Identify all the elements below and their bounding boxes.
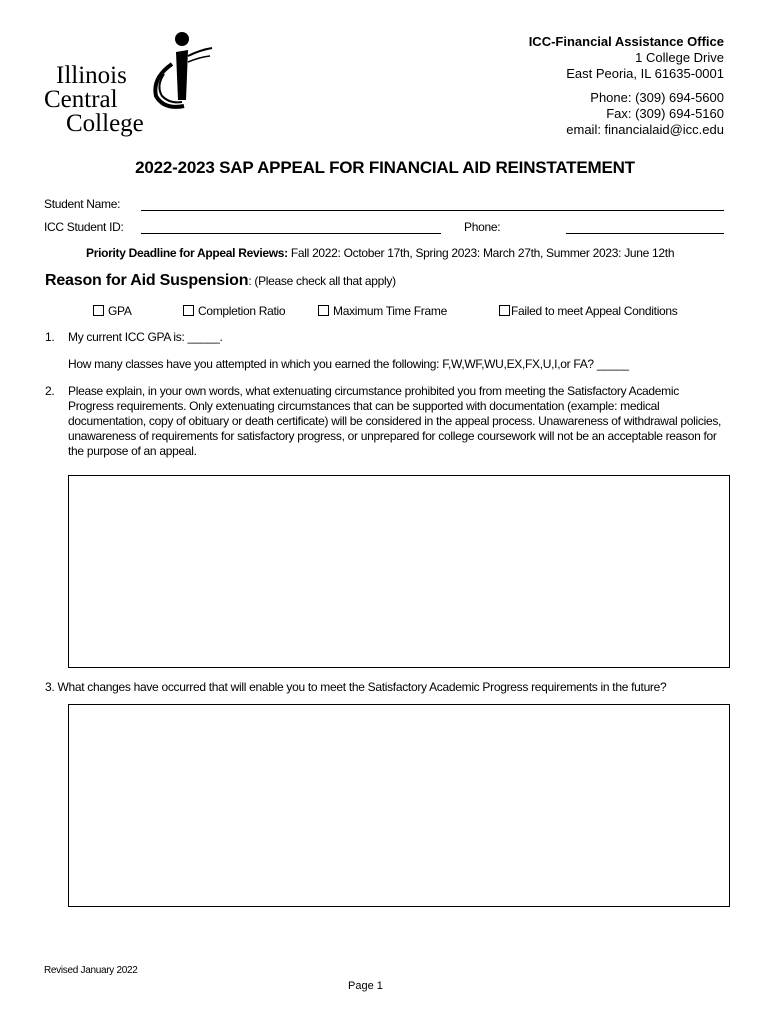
option-completion-ratio[interactable] [183,304,285,318]
logo-line-illinois: Illinois [56,62,127,89]
office-address1: 1 College Drive [635,50,724,65]
option-gpa[interactable] [93,304,132,318]
office-email: email: financialaid@icc.edu [566,122,724,137]
office-block [529,34,724,138]
deadline-label: Priority Deadline for Appeal Reviews: [86,246,288,260]
logo-line-college: College [66,110,144,137]
q1-number: 1. [45,330,55,344]
gpa-checkbox[interactable] [93,305,104,316]
phone-field[interactable] [566,222,724,234]
reason-note: : (Please check all that apply) [248,274,396,288]
q3-answer-box[interactable] [68,704,730,907]
logo-line-central: Central [44,86,118,113]
student-name-label: Student Name: [44,197,121,211]
deadline-text: Fall 2022: October 17th, Spring 2023: March 27th, Summer 2023: June 12th [287,246,675,260]
option-failed-label: Failed to meet Appeal Conditions [511,304,678,318]
failed-appeal-conditions-checkbox[interactable] [499,305,510,316]
office-address2: East Peoria, IL 61635-0001 [566,66,724,81]
office-name: ICC-Financial Assistance Office [528,34,724,49]
q1-followup: How many classes have you attempted in which you earned the following: F,W,WF,WU,EX,FX,U,I,or FA? _____ [68,357,629,371]
logo-figure-icon [142,30,214,110]
q3-text: 3. What changes have occurred that will enable you to meet the Satisfactory Academic Progress requirements in the future? [45,680,667,694]
student-id-label: ICC Student ID: [44,220,124,234]
deadline-line [86,246,674,260]
option-completion-label: Completion Ratio [198,304,286,318]
q2-text: Please explain, in your own words, what extenuating circumstance prohibited you from meeting the Satisfactory Academic Progress requirements. Only extenuating circumstances that can be supported with documentation (example: medical documentation, copy of obituary or death certificate) will be considered in the appeal process. Unawareness of withdrawal policies, unawareness of requirements for satisfactory progress, or unprepared for college coursework will not be an acceptable reason for the purpose of an appeal. [68,384,722,458]
reason-heading-line [45,272,396,290]
student-name-field[interactable] [141,199,724,211]
college-logo [44,30,214,140]
phone-label: Phone: [464,220,501,234]
option-max-time-label: Maximum Time Frame [333,304,447,318]
form-title: 2022-2023 SAP APPEAL FOR FINANCIAL AID REINSTATEMENT [135,158,635,177]
reason-heading: Reason for Aid Suspension [45,272,249,289]
option-gpa-label: GPA [108,304,132,318]
q2-answer-box[interactable] [68,475,730,668]
q2-number: 2. [45,384,55,398]
option-failed-appeal-conditions[interactable] [499,304,678,318]
option-maximum-time-frame[interactable] [318,304,447,318]
revised-note: Revised January 2022 [44,965,138,976]
maximum-time-frame-checkbox[interactable] [318,305,329,316]
student-id-field[interactable] [141,222,441,234]
office-phone: Phone: (309) 694-5600 [590,90,724,105]
q1-text: My current ICC GPA is: _____. [68,330,223,344]
page-number: Page 1 [348,980,383,992]
completion-ratio-checkbox[interactable] [183,305,194,316]
office-fax: Fax: (309) 694-5160 [606,106,724,121]
